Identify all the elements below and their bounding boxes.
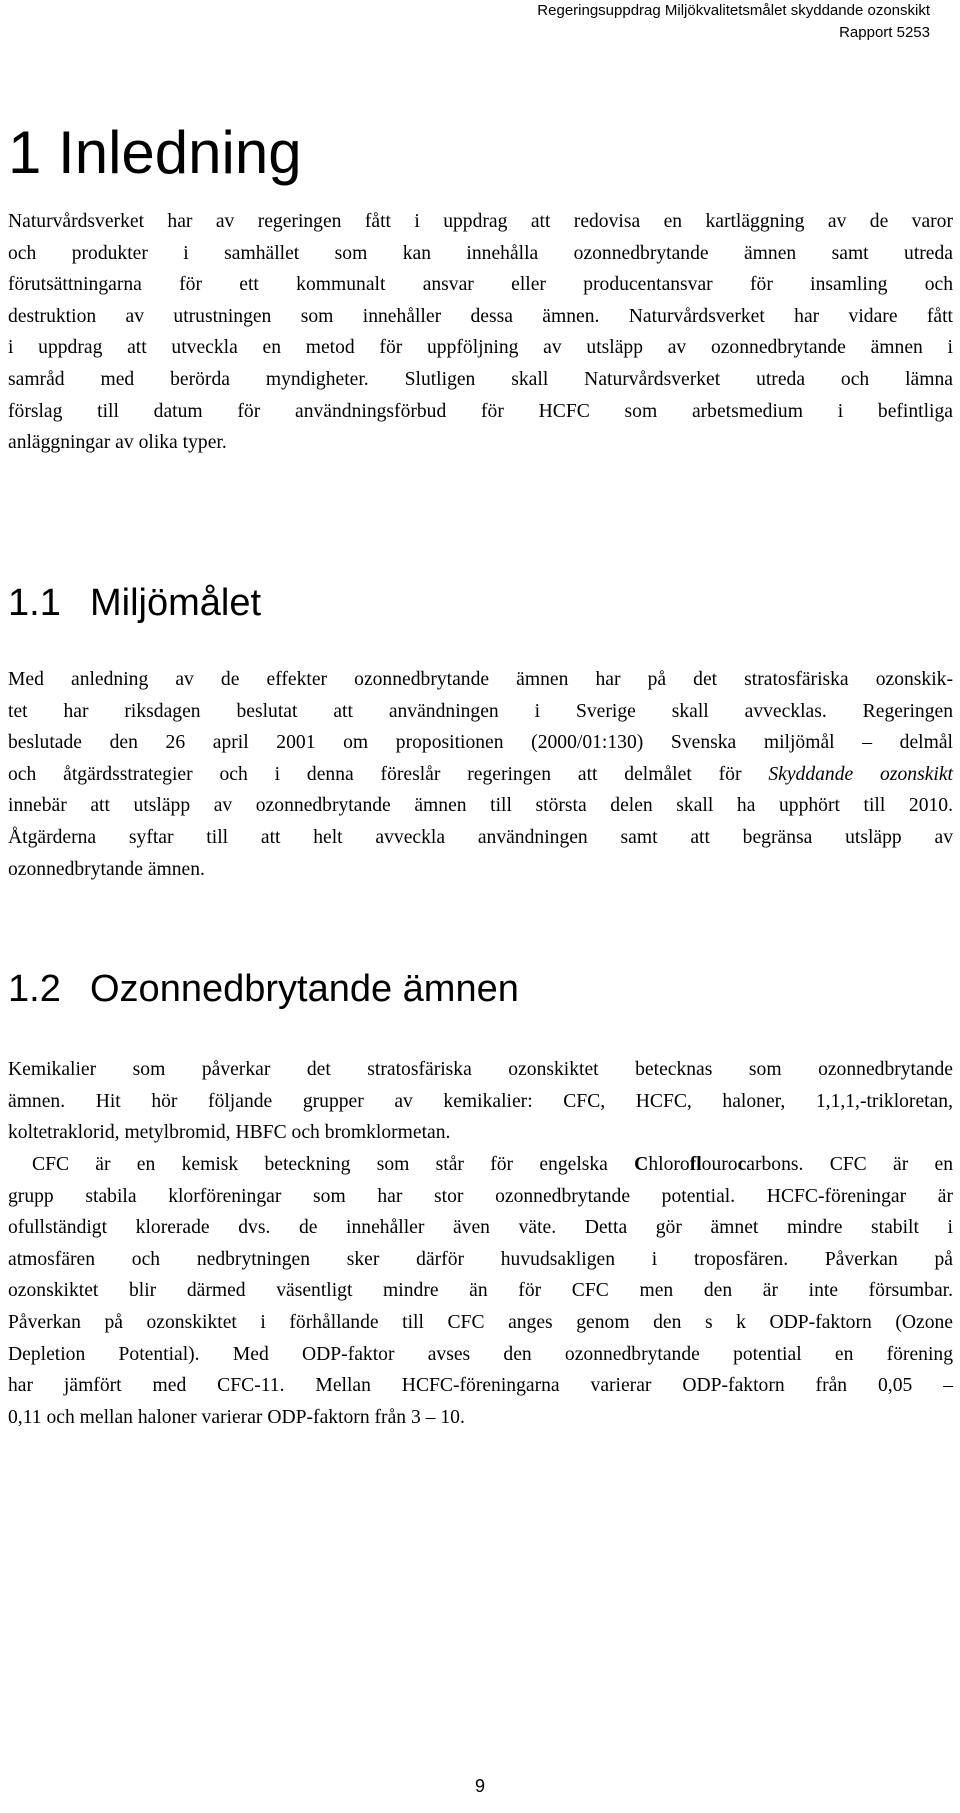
text-line: destruktion av utrustningen som innehåller dessa ämnen. Naturvårdsverket har vidare fått — [8, 305, 953, 327]
text-segment: CFC är en kemisk beteckning som står för engelska — [32, 1154, 635, 1175]
section-title: Ozonnedbrytande ämnen — [90, 968, 519, 1010]
text-segment: och åtgärdsstrategier och i denna föreslår regeringen att delmålet för — [8, 763, 742, 785]
running-header-report-number: Rapport 5253 — [839, 24, 930, 41]
section-heading-ozonnedbrytande — [8, 966, 519, 1012]
text-line: förslag till datum för användningsförbud för HCFC som arbetsmedium i befintliga — [8, 400, 953, 422]
text-line: i uppdrag att utveckla en metod för uppföljning av utsläpp av ozonnedbrytande ämnen i — [8, 337, 953, 359]
bold-letter: fl — [689, 1154, 702, 1175]
text-line: Depletion Potential). Med ODP-faktor avses den ozonnedbrytande potential en förening — [8, 1343, 953, 1365]
text-line: atmosfären och nedbrytningen sker därför huvudsakligen i troposfären. Påverkan på — [8, 1248, 953, 1270]
bold-letter: C — [634, 1154, 649, 1175]
text-line: ozonskiktet blir därmed väsentligt mindre än för CFC men den är inte försumbar. — [8, 1280, 953, 1302]
text-line: Påverkan på ozonskiktet i förhållande till CFC anges genom den s k ODP-faktorn (Ozone — [8, 1311, 953, 1333]
text-line: tet har riksdagen beslutat att användningen i Sverige skall avvecklas. Regeringen — [8, 700, 953, 722]
text-segment: ouro — [701, 1154, 738, 1175]
chapter-heading: 1 Inledning — [8, 119, 302, 186]
text-line: Kemikalier som påverkar det stratosfäriska ozonskiktet betecknas som ozonnedbrytande — [8, 1059, 953, 1080]
text-line — [8, 1149, 953, 1181]
ozonnedbrytande-paragraph-2 — [8, 1149, 953, 1433]
text-line: ämnen. Hit hör följande grupper av kemikalier: CFC, HCFC, haloner, 1,1,1,-trikloretan, — [8, 1090, 953, 1112]
section-number: 1.1 — [8, 582, 61, 624]
running-header-title: Regeringsuppdrag Miljökvalitetsmålet skyddande ozonskikt — [537, 2, 930, 19]
text-line: grupp stabila klorföreningar som har stor ozonnedbrytande potential. HCFC-föreningar är — [8, 1185, 953, 1207]
section-title: Miljömålet — [90, 582, 262, 624]
text-line — [8, 759, 953, 791]
text-line: Åtgärderna syftar till att helt avveckla användningen samt att begränsa utsläpp av — [8, 826, 953, 848]
running-header — [537, 0, 930, 44]
text-line: och produkter i samhället som kan innehålla ozonnedbrytande ämnen samt utreda — [8, 242, 953, 264]
text-segment: arbons. CFC är en — [746, 1154, 953, 1175]
text-line: 0,11 och mellan haloner varierar ODP-faktorn från 3 – 10. — [8, 1406, 465, 1428]
text-line: ozonnedbrytande ämnen. — [8, 858, 205, 880]
text-line: koltetraklorid, metylbromid, HBFC och bromklormetan. — [8, 1122, 451, 1144]
text-line: beslutade den 26 april 2001 om propositionen (2000/01:130) Svenska miljömål – delmål — [8, 732, 953, 754]
intro-paragraph — [8, 206, 953, 459]
text-line: ofullständigt klorerade dvs. de innehåller även väte. Detta gör ämnet mindre stabilt i — [8, 1217, 953, 1239]
italic-term: Skyddande ozonskikt — [768, 763, 953, 785]
text-line: Med anledning av de effekter ozonnedbrytande ämnen har på det stratosfäriska ozonskik- — [8, 669, 953, 690]
text-line: innebär att utsläpp av ozonnedbrytande ämnen till största delen skall ha upphört till 2010. — [8, 795, 953, 817]
page-number: 9 — [474, 1776, 485, 1796]
miljomalet-paragraph — [8, 664, 953, 885]
text-segment: hloro — [648, 1154, 690, 1175]
ozonnedbrytande-paragraph-1 — [8, 1054, 953, 1149]
bold-letter: c — [737, 1154, 747, 1175]
text-line: har jämfört med CFC-11. Mellan HCFC-föreningarna varierar ODP-faktorn från 0,05 – — [8, 1375, 953, 1397]
text-line: Naturvårdsverket har av regeringen fått i uppdrag att redovisa en kartläggning av de varor — [8, 211, 953, 232]
section-heading-miljomalet — [8, 580, 261, 626]
text-line: samråd med berörda myndigheter. Slutligen skall Naturvårdsverket utreda och lämna — [8, 368, 953, 390]
section-number: 1.2 — [8, 968, 61, 1010]
text-line: förutsättningarna för ett kommunalt ansvar eller producentansvar för insamling och — [8, 274, 953, 296]
text-line: anläggningar av olika typer. — [8, 432, 227, 454]
